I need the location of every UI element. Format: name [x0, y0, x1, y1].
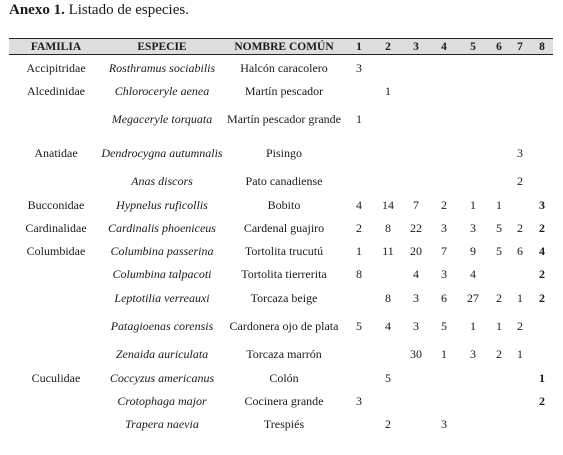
especie-cell: Hypnelus ruficollis [116, 198, 208, 212]
count-cell-col-2: 1 [385, 84, 391, 98]
count-cell-col-2: 2 [385, 417, 391, 431]
header-col-7: 7 [517, 41, 523, 53]
count-cell-col-8: 2 [539, 291, 545, 305]
familia-cell: Anatidae [34, 146, 78, 160]
familia-cell: Cardinalidae [25, 221, 87, 235]
count-cell-col-7: 2 [517, 221, 523, 235]
count-cell-col-2: 4 [385, 319, 391, 333]
especie-cell: Zenaida auriculata [115, 347, 209, 361]
count-cell-col-5: 4 [470, 267, 476, 281]
nombre-comun-cell: Torcaza marrón [246, 347, 322, 361]
especie-cell: Coccyzus americanus [109, 371, 215, 385]
nombre-comun-cell: Cocinera grande [244, 394, 324, 408]
count-cell-col-3: 3 [413, 319, 419, 333]
count-cell-col-6: 5 [496, 221, 502, 235]
count-cell-col-3: 20 [410, 244, 422, 258]
especie-cell: Trapera naevia [125, 417, 199, 431]
count-cell-col-4: 2 [441, 198, 447, 212]
count-cell-col-8: 2 [539, 267, 545, 281]
familia-cell: Bucconidae [27, 198, 85, 212]
especie-cell: Columbina talpacoti [112, 267, 212, 281]
nombre-comun-cell: Pato canadiense [245, 174, 323, 188]
count-cell-col-1: 3 [356, 394, 362, 408]
count-cell-col-2: 14 [382, 198, 394, 212]
nombre-comun-cell: Tortolita tierrerita [241, 267, 327, 281]
count-cell-col-5: 3 [470, 347, 476, 361]
especie-cell: Leptotilia verreauxi [114, 291, 210, 305]
count-cell-col-1: 8 [356, 267, 362, 281]
count-cell-col-4: 6 [441, 291, 447, 305]
count-cell-col-1: 3 [356, 61, 362, 75]
count-cell-col-4: 7 [441, 244, 447, 258]
nombre-comun-cell: Colón [269, 371, 299, 385]
table-top-rule [9, 38, 553, 39]
count-cell-col-3: 7 [413, 198, 419, 212]
header-col-2: 2 [385, 41, 391, 53]
nombre-comun-cell: Trespiés [263, 417, 305, 431]
nombre-comun-cell: Pisingo [265, 146, 303, 160]
especie-cell: Anas discors [131, 174, 193, 188]
especie-cell: Chloroceryle aenea [114, 84, 210, 98]
header-col-1: 1 [356, 41, 362, 53]
nombre-comun-cell: Martín pescador [244, 84, 324, 98]
header-col-3: 3 [413, 41, 419, 53]
count-cell-col-4: 5 [441, 319, 447, 333]
species-table [9, 38, 553, 448]
especie-cell: Columbina passerina [110, 244, 214, 258]
count-cell-col-2: 8 [385, 221, 391, 235]
count-cell-col-5: 9 [470, 244, 476, 258]
nombre-comun-cell: Martín pescador grande [227, 112, 341, 126]
especie-cell: Megaceryle torquata [111, 112, 213, 126]
count-cell-col-6: 2 [496, 291, 502, 305]
count-cell-col-2: 5 [385, 371, 391, 385]
count-cell-col-5: 27 [467, 291, 479, 305]
table-header-rule [9, 54, 553, 55]
count-cell-col-6: 5 [496, 244, 502, 258]
count-cell-col-8: 2 [539, 221, 545, 235]
count-cell-col-5: 1 [470, 198, 476, 212]
count-cell-col-7: 1 [517, 347, 523, 361]
especie-cell: Cardinalis phoeniceus [108, 221, 216, 235]
annex-title-text: Listado de especies. [64, 2, 189, 18]
count-cell-col-4: 1 [441, 347, 447, 361]
count-cell-col-8: 2 [539, 394, 545, 408]
header-col-4: 4 [441, 41, 447, 53]
especie-cell: Crotophaga major [117, 394, 207, 408]
count-cell-col-7: 2 [517, 174, 523, 188]
count-cell-col-6: 1 [496, 319, 502, 333]
count-cell-col-8: 3 [539, 198, 545, 212]
count-cell-col-5: 3 [470, 221, 476, 235]
count-cell-col-1: 2 [356, 221, 362, 235]
header-especie: ESPECIE [137, 41, 187, 53]
header-col-8: 8 [539, 41, 545, 53]
familia-cell: Cuculidae [31, 371, 81, 385]
count-cell-col-1: 1 [356, 112, 362, 126]
header-familia: FAMILIA [30, 41, 82, 53]
count-cell-col-8: 4 [539, 244, 545, 258]
count-cell-col-7: 1 [517, 291, 523, 305]
header-col-6: 6 [496, 41, 502, 53]
count-cell-col-2: 11 [382, 244, 394, 258]
count-cell-col-7: 6 [517, 244, 523, 258]
count-cell-col-5: 1 [470, 319, 476, 333]
count-cell-col-4: 3 [441, 267, 447, 281]
nombre-comun-cell: Halcón caracolero [240, 61, 328, 75]
count-cell-col-3: 4 [413, 267, 419, 281]
especie-cell: Rosthramus sociabilis [108, 61, 216, 75]
count-cell-col-3: 3 [413, 291, 419, 305]
nombre-comun-cell: Bobito [267, 198, 301, 212]
nombre-comun-cell: Cardonera ojo de plata [229, 319, 339, 333]
familia-cell: Accipitridae [26, 61, 86, 75]
count-cell-col-3: 30 [410, 347, 422, 361]
header-nombre-comun: NOMBRE COMÚN [234, 41, 334, 53]
count-cell-col-3: 22 [410, 221, 422, 235]
count-cell-col-6: 1 [496, 198, 502, 212]
annex-title [9, 2, 189, 19]
count-cell-col-1: 5 [356, 319, 362, 333]
especie-cell: Dendrocygna autumnalis [101, 146, 223, 160]
count-cell-col-7: 3 [517, 146, 523, 160]
count-cell-col-2: 8 [385, 291, 391, 305]
count-cell-col-1: 4 [356, 198, 362, 212]
familia-cell: Columbidae [26, 244, 86, 258]
nombre-comun-cell: Tortolita trucutú [244, 244, 324, 258]
familia-cell: Alcedinidae [27, 84, 85, 98]
count-cell-col-4: 3 [441, 417, 447, 431]
annex-title-lead: Anexo 1. [9, 2, 65, 18]
count-cell-col-7: 2 [517, 319, 523, 333]
header-col-5: 5 [470, 41, 476, 53]
count-cell-col-8: 1 [539, 371, 545, 385]
count-cell-col-4: 3 [441, 221, 447, 235]
nombre-comun-cell: Cardenal guajiro [243, 221, 325, 235]
nombre-comun-cell: Torcaza beige [250, 291, 318, 305]
count-cell-col-1: 1 [356, 244, 362, 258]
count-cell-col-6: 2 [496, 347, 502, 361]
especie-cell: Patagioenas corensis [110, 319, 214, 333]
